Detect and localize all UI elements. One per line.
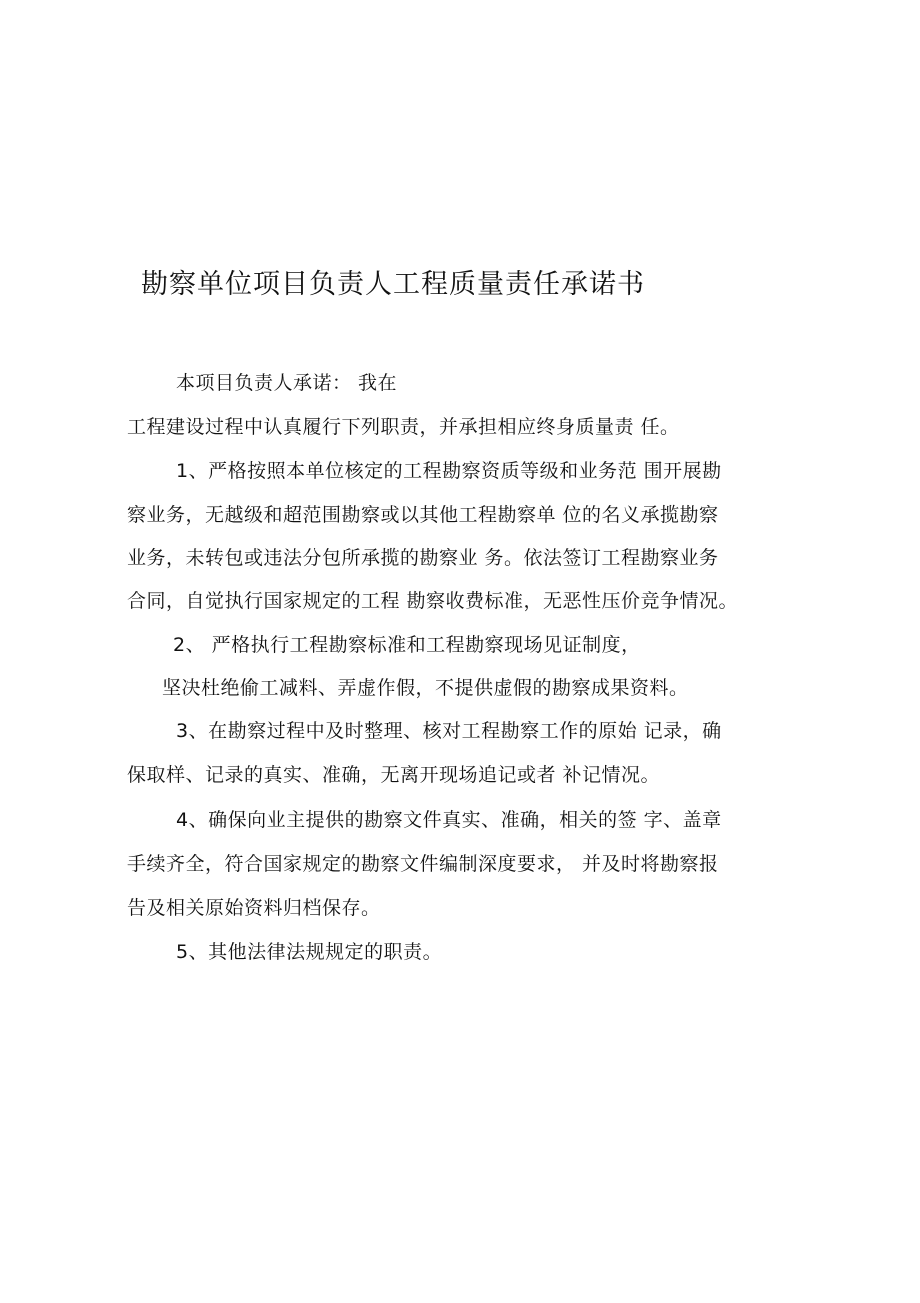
item-1-line-2: 察业务，无越级和超范围勘察或以其他工程勘察单 位的名义承揽勘察 [127,504,719,526]
item-4-line-1: 4、确保向业主提供的勘察文件真实、准确，相关的签 字、盖章 [176,809,722,831]
item-3-line-1: 3、在勘察过程中及时整理、核对工程勘察工作的原始 记录，确 [176,720,722,742]
item-4-line-3: 告及相关原始资料归档保存。 [127,897,381,919]
item-1-line-3: 业务，未转包或违法分包所承揽的勘察业 务。依法签订工程勘察业务 [127,547,719,569]
intro-line-1: 本项目负责人承诺： 我在 [176,372,398,394]
document-title: 勘察单位项目负责人工程质量责任承诺书 [141,269,645,300]
item-5-line-1: 5、其他法律法规规定的职责。 [176,941,443,963]
intro-line-2: 工程建设过程中认真履行下列职责，并承担相应终身质量责 任。 [127,416,680,438]
item-1-line-4: 合同，自觉执行国家规定的工程 勘察收费标准，无恶性压价竞争情况。 [127,590,739,612]
item-2-line-2: 坚决杜绝偷工减料、弄虚作假，不提供虚假的勘察成果资料。 [162,677,689,699]
item-3-line-2: 保取样、记录的真实、准确，无离开现场追记或者 补记情况。 [127,764,661,786]
item-4-line-2: 手续齐全，符合国家规定的勘察文件编制深度要求， 并及时将勘察报 [127,853,719,875]
item-2-line-1: 2、 严格执行工程勘察标准和工程勘察现场见证制度， [173,634,641,656]
item-1-line-1: 1、严格按照本单位核定的工程勘察资质等级和业务范 围开展勘 [176,460,722,482]
